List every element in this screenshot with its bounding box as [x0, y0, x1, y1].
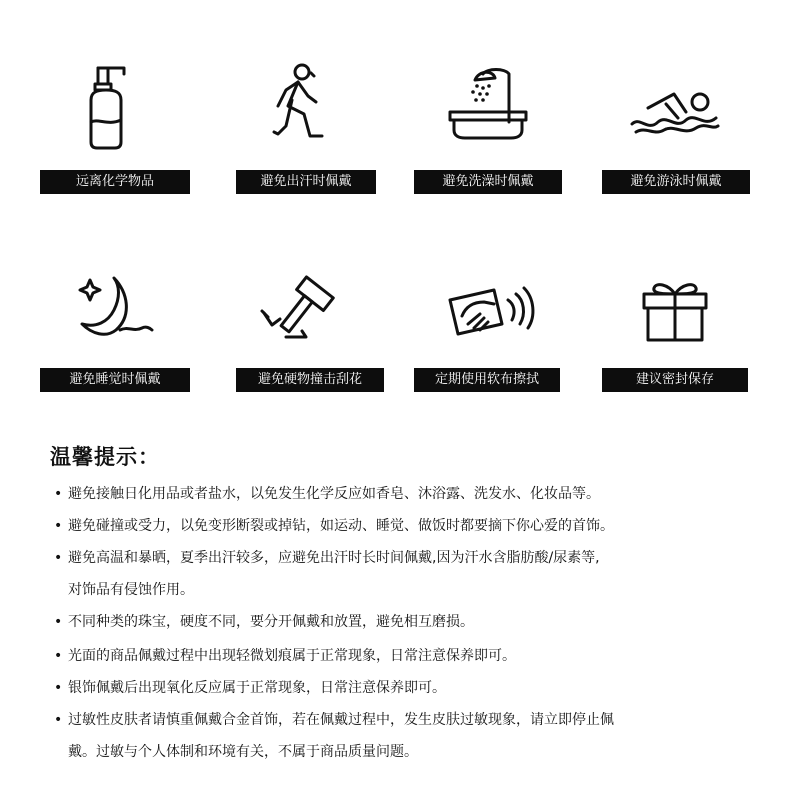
bullet: • — [54, 550, 63, 566]
tip-item — [54, 678, 446, 698]
tip-item — [54, 484, 600, 504]
hammer-icon — [256, 277, 348, 345]
tips-title: 温馨提示： — [50, 445, 160, 469]
tip-text: 不同种类的珠宝，硬度不同，要分开佩戴和放置，避免相互磨损。 — [68, 614, 474, 630]
moon-star-icon — [76, 272, 156, 344]
tip-item — [54, 710, 614, 730]
tip-text: 过敏性皮肤者请慎重佩戴合金首饰，若在佩戴过程中，发生皮肤过敏现象，请立即停止佩 — [68, 712, 614, 728]
bullet: • — [54, 712, 63, 728]
bullet: • — [54, 648, 63, 664]
tip-text: 避免碰撞或受力，以免变形断裂或掉钻，如运动、睡觉、做饭时都要摘下你心爱的首饰。 — [68, 518, 614, 534]
gift-box-icon — [640, 278, 710, 344]
card-label: 建议密封保存 — [602, 368, 748, 392]
tip-item — [54, 612, 474, 632]
bullet: • — [54, 486, 63, 502]
card-label: 避免洗澡时佩戴 — [414, 170, 562, 194]
card-label: 远离化学物品 — [40, 170, 190, 194]
lotion-bottle-icon — [78, 62, 138, 152]
bullet: • — [54, 518, 63, 534]
card-label: 避免出汗时佩戴 — [236, 170, 376, 194]
tip-text-continued: 戴。过敏与个人体制和环境有关，不属于商品质量问题。 — [68, 744, 418, 760]
tip-text: 光面的商品佩戴过程中出现轻微划痕属于正常现象，日常注意保养即可。 — [68, 648, 516, 664]
tip-text: 银饰佩戴后出现氧化反应属于正常现象，日常注意保养即可。 — [68, 680, 446, 696]
card-label: 避免睡觉时佩戴 — [40, 368, 190, 392]
bullet: • — [54, 680, 63, 696]
hand-wipe-cloth-icon — [440, 280, 536, 342]
bullet: • — [54, 614, 63, 630]
card-label: 避免硬物撞击刮花 — [236, 368, 384, 392]
tip-text-continued: 对饰品有侵蚀作用。 — [68, 582, 194, 598]
running-person-icon — [270, 62, 330, 140]
tip-text: 避免接触日化用品或者盐水，以免发生化学反应如香皂、沐浴露、洗发水、化妆品等。 — [68, 486, 600, 502]
bathtub-shower-icon — [447, 64, 529, 142]
tip-item — [54, 548, 600, 568]
card-label: 避免游泳时佩戴 — [602, 170, 750, 194]
tip-text: 避免高温和暴晒，夏季出汗较多，应避免出汗时长时间佩戴,因为汗水含脂肪酸/尿素等, — [68, 550, 600, 566]
swimmer-icon — [630, 88, 720, 138]
tip-item — [54, 516, 614, 536]
tip-item — [54, 646, 516, 666]
card-label: 定期使用软布擦拭 — [414, 368, 560, 392]
